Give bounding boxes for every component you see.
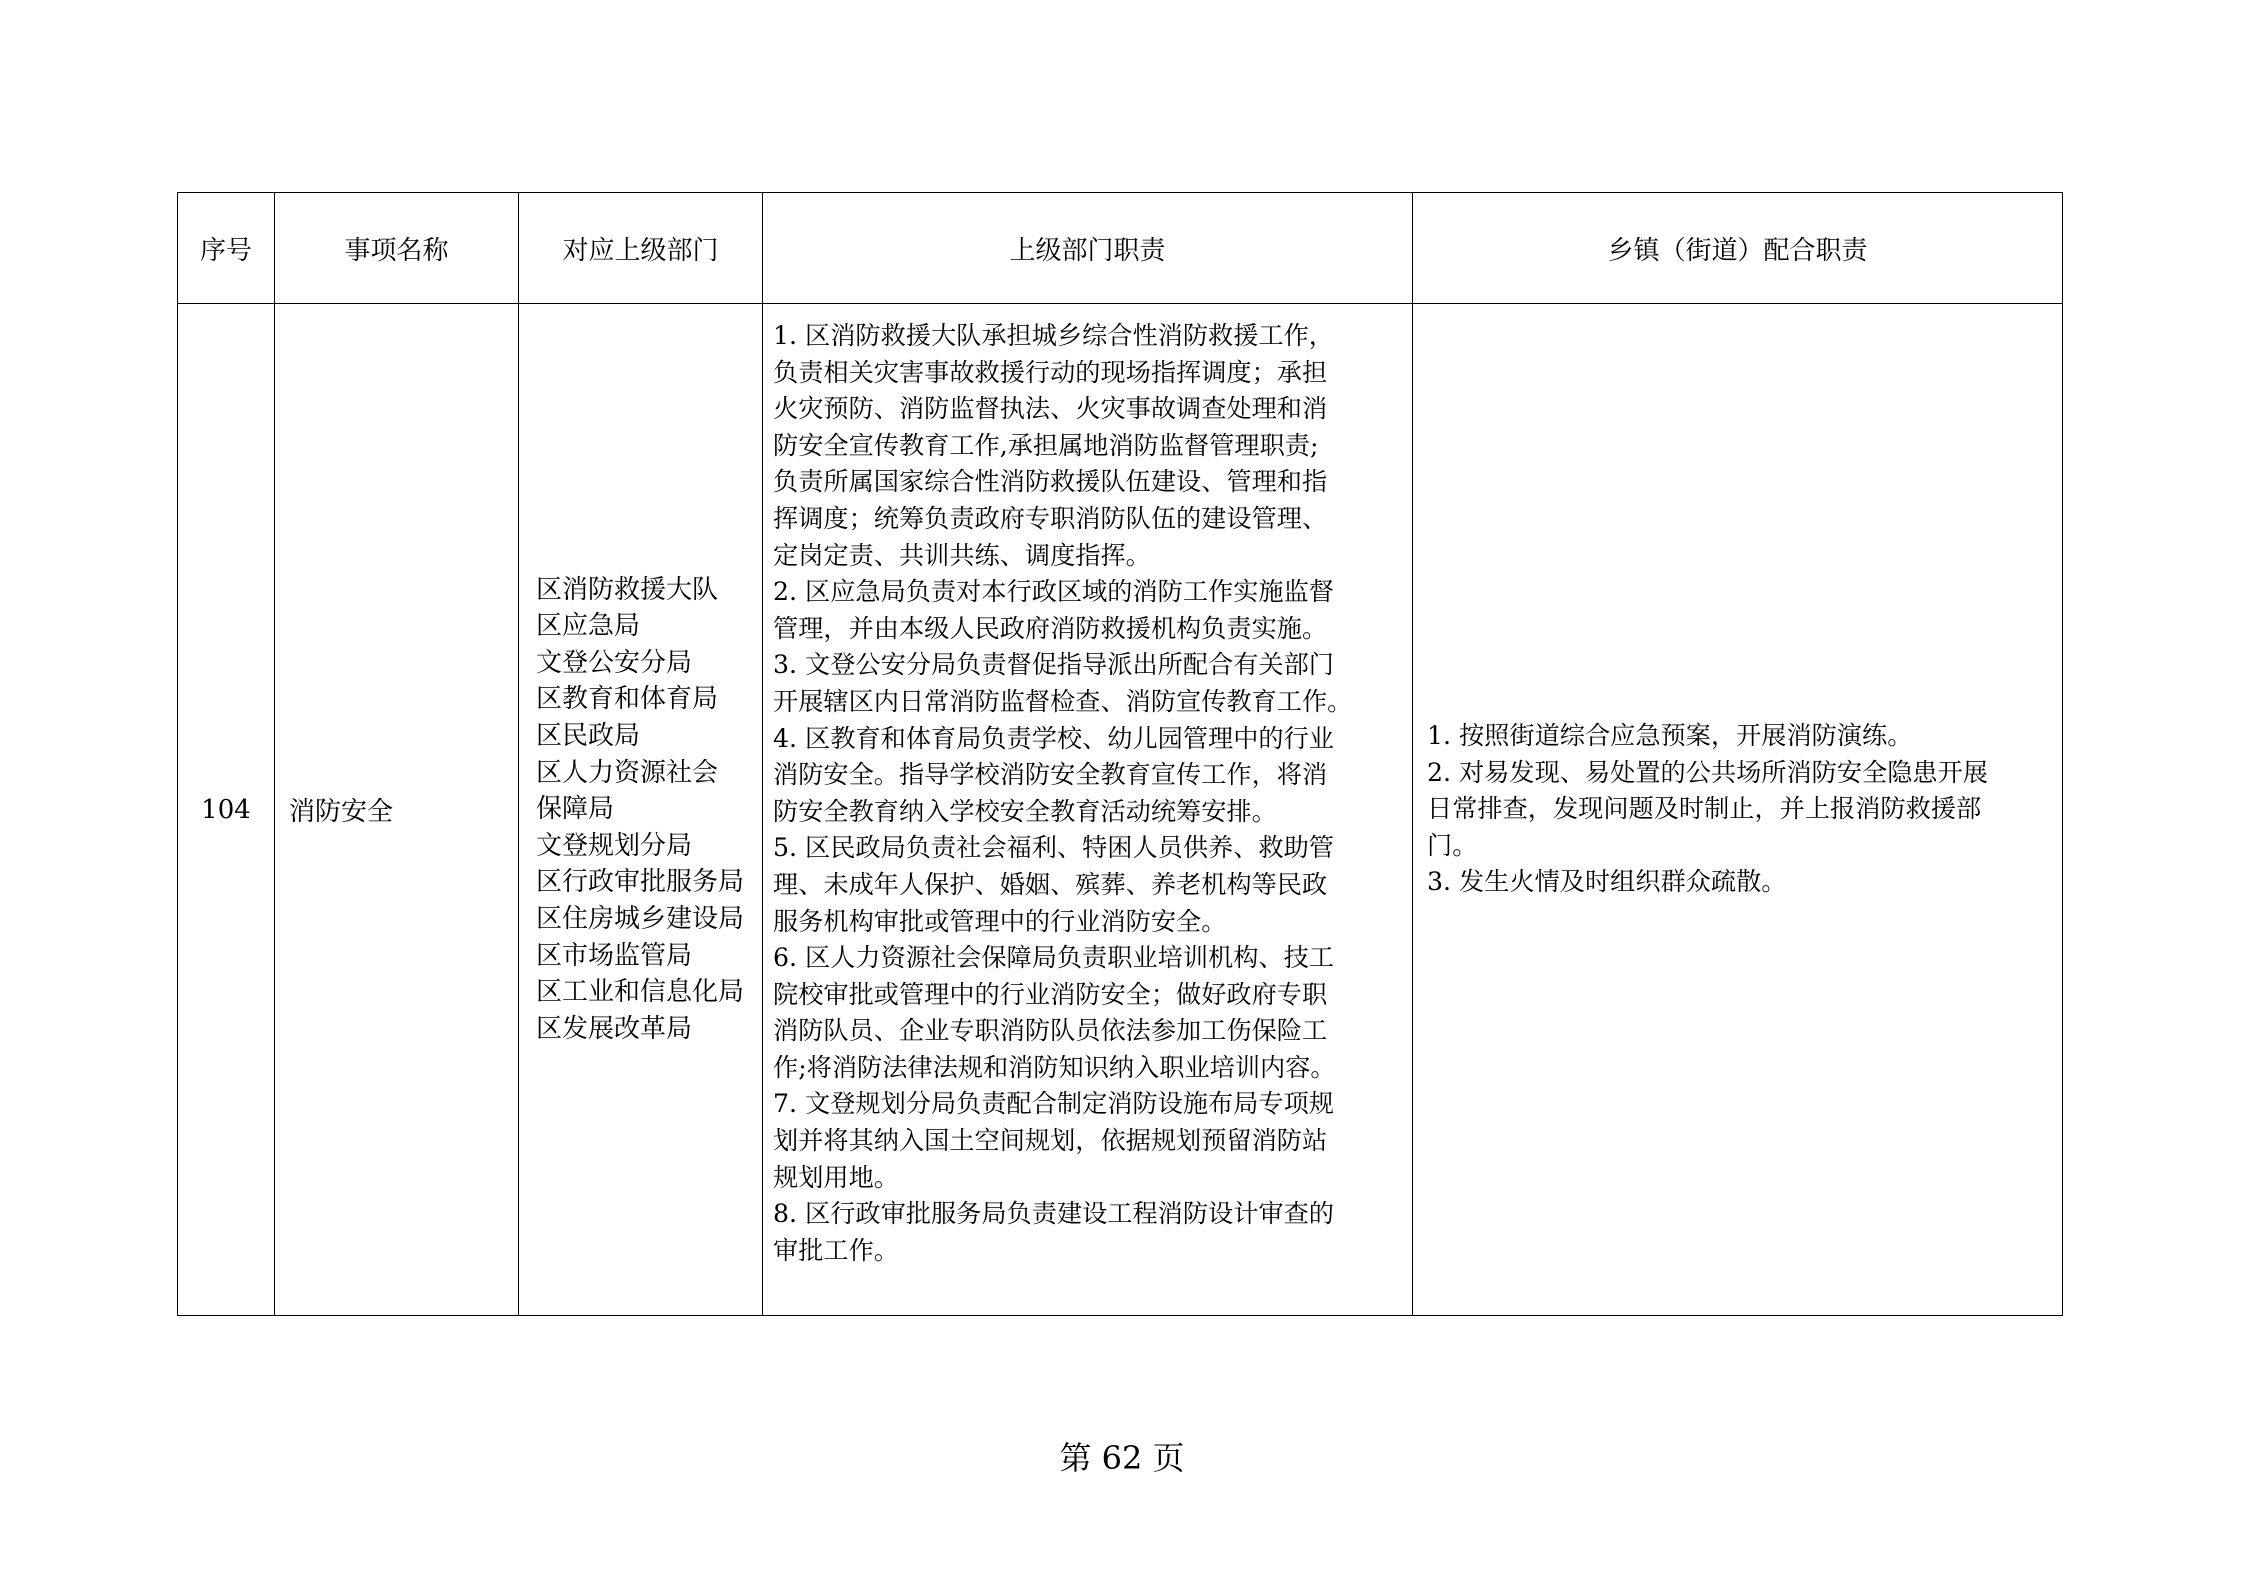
header-seq: 序号 [178, 193, 275, 304]
town-duty-line: 1. 按照街道综合应急预案，开展消防演练。 [1427, 721, 1913, 751]
duty-line: 7. 文登规划分局负责配合制定消防设施布局专项规 [773, 1089, 1334, 1119]
dept-line: 区人力资源社会 [536, 757, 719, 788]
duty-line: 3. 文登公安分局负责督促指导派出所配合有关部门 [773, 650, 1334, 680]
table-header-row [178, 193, 2063, 304]
row-item-name: 消防安全 [275, 304, 519, 1316]
row-superior-duties [763, 304, 1413, 1316]
duty-table [177, 192, 2063, 1316]
duty-line: 审批工作。 [773, 1235, 899, 1265]
header-superior-duties: 上级部门职责 [763, 193, 1413, 304]
dept-line: 文登规划分局 [536, 830, 693, 861]
duty-line: 防安全教育纳入学校安全教育活动统筹安排。 [773, 796, 1277, 826]
duty-line: 服务机构审批或管理中的行业消防安全。 [773, 906, 1227, 936]
duty-line: 5. 区民政局负责社会福利、特困人员供养、救助管 [773, 833, 1334, 863]
duty-line: 理、未成年人保护、婚姻、殡葬、养老机构等民政 [773, 869, 1328, 899]
row-superior-depts [519, 304, 763, 1316]
dept-line: 区发展改革局 [536, 1013, 693, 1044]
duty-line: 规划用地。 [773, 1162, 899, 1192]
duty-line: 作;将消防法律法规和消防知识纳入职业培训内容。 [773, 1052, 1336, 1082]
duty-line: 开展辖区内日常消防监督检查、消防宣传教育工作。 [773, 686, 1353, 716]
dept-line: 区应急局 [536, 611, 641, 642]
dept-line: 区行政审批服务局 [536, 867, 745, 898]
table-row [178, 304, 2063, 1316]
dept-line: 区教育和体育局 [536, 684, 719, 715]
duty-line: 负责相关灾害事故救援行动的现场指挥调度；承担 [773, 357, 1328, 387]
header-item-name: 事项名称 [275, 193, 519, 304]
town-duty-line: 3. 发生火情及时组织群众疏散。 [1427, 867, 1787, 897]
dept-list [536, 572, 762, 1048]
town-duty-line: 2. 对易发现、易处置的公共场所消防安全隐患开展 [1427, 757, 1988, 787]
duty-line: 4. 区教育和体育局负责学校、幼儿园管理中的行业 [773, 723, 1334, 753]
row-town-duties [1413, 304, 2063, 1316]
duty-line: 消防安全。指导学校消防安全教育宣传工作，将消 [773, 760, 1328, 790]
town-duty-line: 日常排查，发现问题及时制止，并上报消防救援部 [1427, 794, 1982, 824]
dept-line: 区住房城乡建设局 [536, 903, 745, 934]
header-superior-dept: 对应上级部门 [519, 193, 763, 304]
duty-line: 火灾预防、消防监督执法、火灾事故调查处理和消 [773, 394, 1328, 424]
duty-line: 1. 区消防救援大队承担城乡综合性消防救援工作， [773, 321, 1334, 350]
duty-line: 负责所属国家综合性消防救援队伍建设、管理和指 [773, 467, 1328, 497]
duty-line: 2. 区应急局负责对本行政区域的消防工作实施监督 [773, 577, 1334, 607]
duty-line: 院校审批或管理中的行业消防安全；做好政府专职 [773, 979, 1328, 1009]
duty-line: 挥调度；统筹负责政府专职消防队伍的建设管理、 [773, 503, 1328, 533]
duty-line: 定岗定责、共训共练、调度指挥。 [773, 540, 1151, 570]
duty-line: 管理，并由本级人民政府消防救援机构负责实施。 [773, 613, 1328, 643]
dept-line: 区消防救援大队 [536, 574, 719, 605]
duty-line: 消防队员、企业专职消防队员依法参加工伤保险工 [773, 1016, 1328, 1046]
duty-line: 划并将其纳入国土空间规划，依据规划预留消防站 [773, 1126, 1328, 1156]
duty-line: 8. 区行政审批服务局负责建设工程消防设计审查的 [773, 1199, 1334, 1229]
dept-line: 保障局 [536, 794, 615, 825]
dept-line: 区民政局 [536, 721, 641, 752]
town-duties-list [1427, 718, 2062, 901]
duties-list [773, 318, 1412, 1269]
header-town-duties: 乡镇（街道）配合职责 [1413, 193, 2063, 304]
duty-line: 6. 区人力资源社会保障局负责职业培训机构、技工 [773, 943, 1334, 973]
dept-line: 区工业和信息化局 [536, 977, 745, 1008]
row-seq: 104 [178, 304, 275, 1316]
dept-line: 区市场监管局 [536, 940, 693, 971]
duty-line: 防安全宣传教育工作,承担属地消防监督管理职责; [773, 430, 1319, 460]
dept-line: 文登公安分局 [536, 647, 693, 678]
town-duty-line: 门。 [1427, 830, 1478, 860]
page-number: 第 62 页 [1059, 1439, 1185, 1477]
